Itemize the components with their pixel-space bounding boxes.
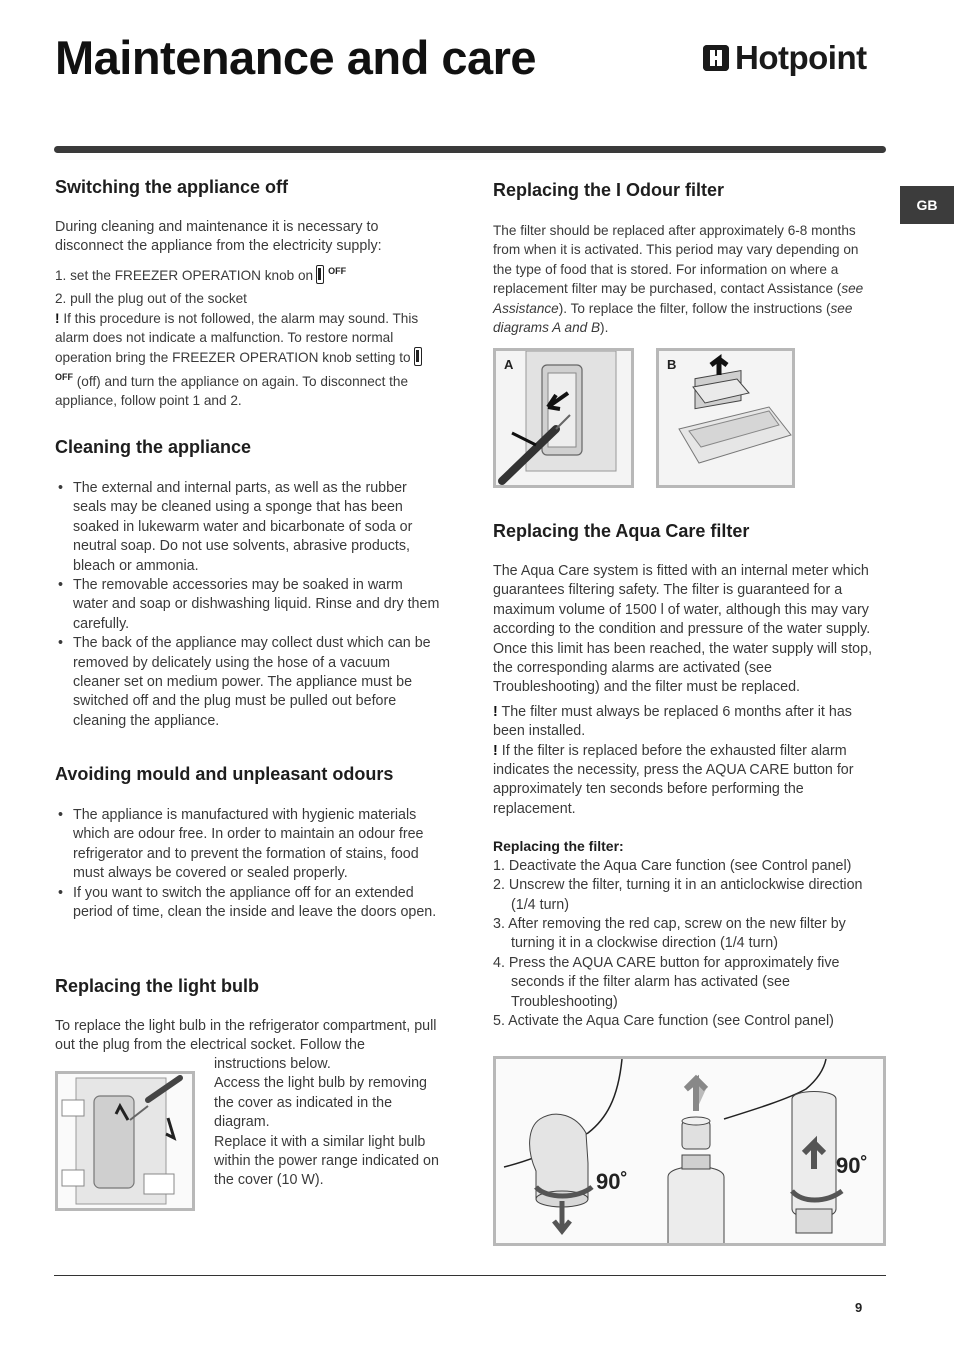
section-cleaning <box>55 437 440 731</box>
section-mould <box>55 764 440 922</box>
warning-icon: ! <box>55 310 60 326</box>
odour-text: The filter should be replaced after approximately 6-8 months from when it is activated. This period may vary depending on the type of food that is stored. For information on where a replacement filter may be purchased, contact Assistance (see Assistance). To replace the filter, follow the instructions (see diagrams A and B). <box>493 223 864 336</box>
bulb-step-1: instructions below. <box>214 1056 331 1072</box>
bulb-intro: To replace the light bulb in the refrigerator compartment, pull out the plug from the electrical socket. Follow the <box>55 1018 437 1054</box>
list-item: 2. Unscrew the filter, turning it in an anticlockwise direction (1/4 turn) <box>493 877 863 913</box>
freezer-knob-icon <box>316 265 324 284</box>
off-label: OFF <box>328 265 347 276</box>
aqua-steps <box>493 857 878 1032</box>
steps-heading: Replacing the filter: <box>493 838 624 855</box>
freezer-knob-icon <box>414 347 422 366</box>
page-number: 9 <box>855 1300 863 1315</box>
figure-label: A <box>504 357 514 372</box>
section-heading: Replacing the I Odour filter <box>493 180 725 200</box>
mould-list <box>55 806 440 922</box>
list-item: 3. After removing the red cap, screw on the new filter by turning it in a clockwise direction (1/4 turn) <box>493 915 846 952</box>
aqua-filter-diagram <box>493 1056 886 1246</box>
list-item: 1. Deactivate the Aqua Care function (see Control panel) <box>493 857 852 874</box>
page-title: Maintenance and care <box>55 31 537 84</box>
list-item: • The external and internal parts, as well as the rubber seals may be cleaned using a sponge that has been soaked in lukewarm water and bicarbonate of soda or neutral soap. Do not use solvents, abrasive products, bleach or ammonia. <box>55 479 440 576</box>
section-heading: Avoiding mould and unpleasant odours <box>55 764 394 784</box>
odour-diagram-b <box>656 348 795 488</box>
bulb-step-3: Replace it with a similar light bulb within the power range indicated on the cover (10 W). <box>214 1133 439 1189</box>
bulb-step-2: Access the light bulb by removing the cover as indicated in the diagram. <box>214 1075 427 1131</box>
list-item: • The appliance is manufactured with hygienic materials which are odour free. In order to maintain an odour free refrigerator and to prevent the formation of stains, food must always be covered or sealed properly. <box>55 806 440 884</box>
brand-logo <box>703 38 867 78</box>
off-label: OFF <box>55 371 73 382</box>
section-aqua-filter <box>493 521 878 1031</box>
bulb-side-text <box>214 1055 446 1191</box>
section-odour-filter <box>493 180 878 337</box>
odour-diagram-a <box>493 348 634 488</box>
warning-icon: ! <box>493 742 498 759</box>
list-item: 4. Press the AQUA CARE button for approximately five seconds if the filter alarm has activated (see Troubleshooting) <box>493 954 840 1010</box>
warning-icon: ! <box>493 703 498 720</box>
switching-warning: ! If this procedure is not followed, the alarm may sound. This alarm does not indicate a malfunction. To restore normal operation bring the FREEZER OPERATION knob setting $to^{OFF}$ (off) and turn the appliance on again. To disconnect the appliance, follow point 1 and 2. <box>55 309 440 411</box>
section-light-bulb <box>55 976 440 1056</box>
hotpoint-logo-icon <box>703 45 729 71</box>
switching-intro: During cleaning and maintenance it is necessary to disconnect the appliance from the electricity supply: <box>55 219 382 255</box>
language-tab: GB <box>900 186 954 224</box>
switching-step-1: 1. set the FREEZER OPERATION knob on $^{OFF}$ <box>55 265 347 283</box>
section-heading: Switching the appliance off <box>55 177 289 197</box>
light-bulb-diagram <box>55 1071 195 1211</box>
list-item: 5. Activate the Aqua Care function (see Control panel) <box>493 1012 834 1029</box>
brand-name: Hotpoint <box>735 39 867 76</box>
list-item: • The back of the appliance may collect dust which can be removed by delicately using the hose of a vacuum cleaner set on medium power. The appliance must be switched off and the plug must be pulled out before cleaning the appliance. <box>55 634 440 731</box>
section-heading: Replacing the light bulb <box>55 976 259 996</box>
header-divider <box>54 146 886 153</box>
section-heading: Cleaning the appliance <box>55 437 252 457</box>
section-switching-off <box>55 177 440 411</box>
rotation-angle-label: 90˚ <box>596 1169 628 1194</box>
figure-label: B <box>667 357 677 372</box>
aqua-warning-1: ! The filter must always be replaced 6 months after it has been installed. <box>493 703 852 740</box>
footer-divider <box>54 1275 886 1276</box>
section-heading: Replacing the Aqua Care filter <box>493 521 750 541</box>
list-item: • The removable accessories may be soaked in warm water and soap or dishwashing liquid. Rinse and dry them carefully. <box>55 576 440 634</box>
rotation-angle-label: 90˚ <box>836 1153 868 1178</box>
aqua-intro: The Aqua Care system is fitted with an internal meter which guarantees filtering safety. The filter is guaranteed for a maximum volume of 1500 l of water, although this may vary according to the condition and pressure of the water supply. Once this limit has been reached, the water supply will stop, the corresponding alarms are activated (see Troubleshooting) and the filter must be replaced. <box>493 563 873 696</box>
cleaning-list <box>55 479 440 731</box>
switching-step-2: 2. pull the plug out of the socket <box>55 291 247 307</box>
list-item: • If you want to switch the appliance off for an extended period of time, clean the inside and leave the doors open. <box>55 884 440 923</box>
aqua-warning-2: ! If the filter is replaced before the exhausted filter alarm indicates the necessity, press the AQUA CARE button for approximately ten seconds before performing the replacement. <box>493 742 854 817</box>
